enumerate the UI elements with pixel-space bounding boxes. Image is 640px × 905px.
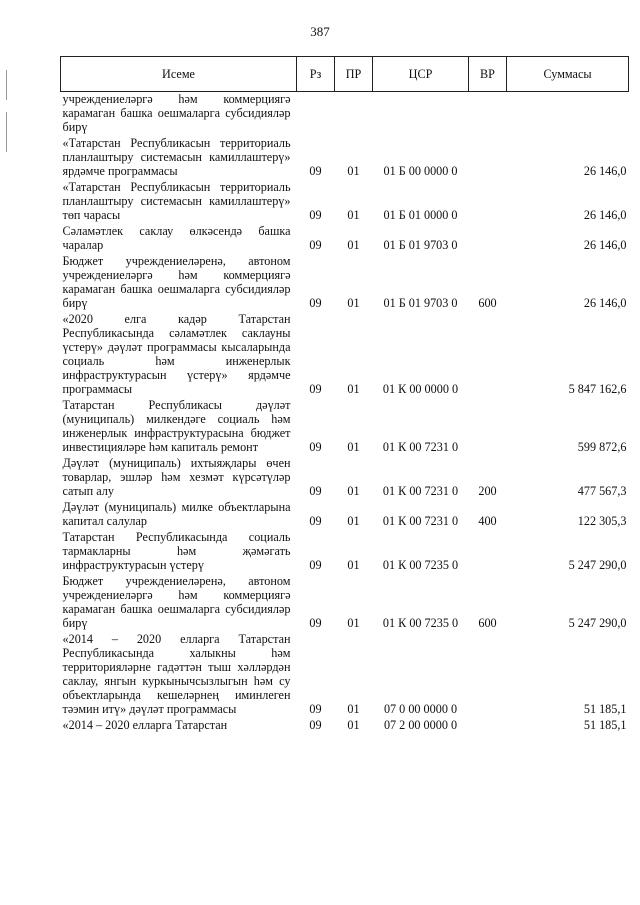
row-vr: [469, 311, 507, 397]
row-rz: 09: [309, 616, 322, 630]
row-vr: 200: [478, 484, 497, 498]
header-name: Исеме: [61, 57, 297, 92]
row-pr: 01: [347, 164, 360, 178]
row-rz: 09: [309, 296, 322, 310]
row-rz: 09: [309, 164, 322, 178]
row-name: Бюджет учреждениеләренә, автоном учреждениеләргә һәм коммерциягә карамаган башка оешмаларга субсидияләр бирү: [62, 574, 291, 630]
header-sum: Суммасы: [507, 57, 629, 92]
row-pr: 01: [347, 238, 360, 252]
row-vr: [469, 529, 507, 573]
row-sum: 26 146,0: [583, 238, 627, 252]
row-name: «Татарстан Республикасын территориаль планлаштыру системасын камиллаштерү» ярдәмче программасы: [62, 136, 291, 178]
table-row: [61, 223, 629, 253]
row-name: Дәүләт (муниципаль) милке объектларына капитал салулар: [62, 500, 291, 528]
row-pr: 01: [347, 558, 360, 572]
row-name: Татарстан Республикасында социаль тармакларны һәм җәмәгать инфраструктурасын үстерү: [62, 530, 291, 572]
table-row: [61, 397, 629, 455]
table-row: [61, 311, 629, 397]
row-pr: 01: [347, 484, 360, 498]
row-sum: 599 872,6: [577, 440, 627, 454]
row-csr: 07 0 00 0000 0: [383, 702, 458, 716]
row-sum: 5 247 290,0: [568, 558, 627, 572]
row-sum: 51 185,1: [583, 702, 627, 716]
row-name: учреждениеләргә һәм коммерциягә карамаган башка оешмаларга субсидияләр бирү: [62, 92, 291, 134]
row-rz: 09: [309, 208, 322, 222]
row-sum: 26 146,0: [583, 164, 627, 178]
row-sum: [507, 92, 629, 136]
left-margin-mark: [6, 112, 7, 152]
row-pr: [335, 92, 373, 136]
row-rz: [297, 92, 335, 136]
row-rz: 09: [309, 558, 322, 572]
table-row: [61, 179, 629, 223]
row-pr: 01: [347, 296, 360, 310]
budget-table: [60, 56, 629, 733]
row-csr: 01 К 00 7231 0: [382, 484, 459, 498]
row-pr: 01: [347, 616, 360, 630]
table-header-row: [61, 57, 629, 92]
header-vr: ВР: [469, 57, 507, 92]
row-pr: 01: [347, 382, 360, 396]
row-pr: 01: [347, 718, 360, 732]
row-csr: 01 Б 01 9703 0: [383, 238, 458, 252]
row-rz: 09: [309, 514, 322, 528]
row-pr: 01: [347, 702, 360, 716]
table-row: [61, 631, 629, 717]
row-csr: 01 Б 01 9703 0: [383, 296, 458, 310]
row-vr: [469, 397, 507, 455]
row-csr: 01 К 00 0000 0: [382, 382, 459, 396]
table-row: [61, 253, 629, 311]
row-vr: [469, 92, 507, 136]
row-name: «Татарстан Республикасын территориаль планлаштыру системасын камиллаштерү» төп чарасы: [62, 180, 291, 222]
table-row: [61, 717, 629, 733]
header-csr: ЦСР: [373, 57, 469, 92]
row-csr: [373, 92, 469, 136]
row-csr: 07 2 00 0000 0: [383, 718, 458, 732]
row-name: Бюджет учреждениеләренә, автоном учреждениеләргә һәм коммерциягә карамаган башка оешмаларга субсидияләр бирү: [62, 254, 291, 310]
table-row: [61, 573, 629, 631]
row-rz: 09: [309, 702, 322, 716]
table-row: [61, 529, 629, 573]
row-csr: 01 Б 00 0000 0: [383, 164, 458, 178]
row-sum: 26 146,0: [583, 208, 627, 222]
row-pr: 01: [347, 440, 360, 454]
row-csr: 01 К 00 7231 0: [382, 514, 459, 528]
table-row: [61, 135, 629, 179]
row-csr: 01 К 00 7231 0: [382, 440, 459, 454]
row-name: «2020 елга кадәр Татарстан Республикасында сәламәтлек саклауны үстерү» дәүләт программасы кысаларында социаль һәм инженерлык инфраструктурасын үстерү» ярдәмче программасы: [62, 312, 291, 396]
row-vr: [469, 179, 507, 223]
table-row: [61, 499, 629, 529]
row-csr: 01 К 00 7235 0: [382, 616, 459, 630]
row-sum: 51 185,1: [583, 718, 627, 732]
page-number: 387: [310, 24, 330, 39]
row-sum: 5 247 290,0: [568, 616, 627, 630]
row-rz: 09: [309, 382, 322, 396]
header-rz: Рз: [297, 57, 335, 92]
row-vr: [469, 135, 507, 179]
row-name: Сәламәтлек саклау өлкәсендә башка чаралар: [62, 224, 291, 252]
header-pr: ПР: [335, 57, 373, 92]
table-row: [61, 455, 629, 499]
row-vr: [469, 631, 507, 717]
row-vr: [469, 717, 507, 733]
row-vr: 600: [478, 616, 497, 630]
row-rz: 09: [309, 484, 322, 498]
table-row: [61, 92, 629, 136]
row-csr: 01 Б 01 0000 0: [383, 208, 458, 222]
row-pr: 01: [347, 208, 360, 222]
row-sum: 26 146,0: [583, 296, 627, 310]
row-sum: 477 567,3: [577, 484, 627, 498]
row-name: «2014 – 2020 елларга Татарстан Республикасында халыкны һәм территорияләрне гадәттән тыш хәлләрдән саклау, янгын куркынычсызлыгын һәм су объектларында кешеләрнең иминлеген тәэмин итү» дәүләт программасы: [62, 632, 291, 716]
row-name: Татарстан Республикасы дәүләт (муниципаль) милкендәге социаль һәм инженерлык инфраструктурасына бюджет инвестицияләре һәм капиталь ремонт: [62, 398, 291, 454]
row-sum: 122 305,3: [577, 514, 627, 528]
left-margin-mark: [6, 70, 7, 100]
row-name: «2014 – 2020 елларга Татарстан: [62, 718, 228, 732]
row-vr: [469, 223, 507, 253]
row-csr: 01 К 00 7235 0: [382, 558, 459, 572]
row-rz: 09: [309, 238, 322, 252]
row-name: Дәүләт (муниципаль) ихтыяҗлары өчен товарлар, эшләр һәм хезмәт күрсәтүләр сатып алу: [62, 456, 291, 498]
row-rz: 09: [309, 440, 322, 454]
row-rz: 09: [309, 718, 322, 732]
row-pr: 01: [347, 514, 360, 528]
row-vr: 400: [478, 514, 497, 528]
row-vr: 600: [478, 296, 497, 310]
row-sum: 5 847 162,6: [568, 382, 627, 396]
